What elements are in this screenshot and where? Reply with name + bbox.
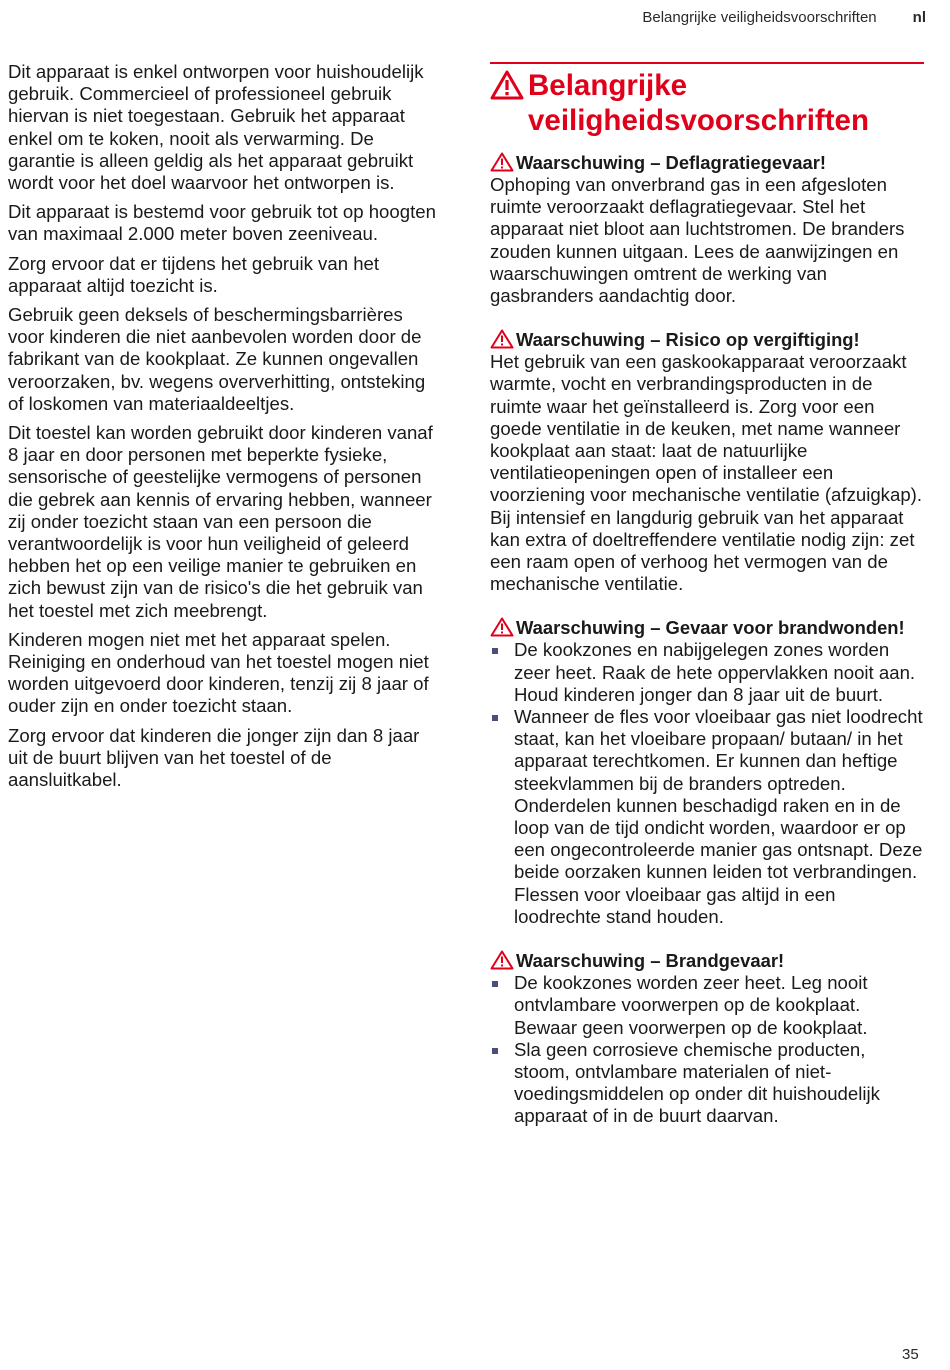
paragraph-altitude: Dit apparaat is bestemd voor gebruik tot op hoogten van maximaal 2.000 meter boven zeeniveau. xyxy=(8,201,436,245)
list-item xyxy=(490,639,924,706)
page-number: 35 xyxy=(902,1346,919,1363)
warning-bullet-list xyxy=(490,639,924,928)
warning-heading-text: Waarschuwing – Gevaar voor brandwonden! xyxy=(516,617,905,639)
paragraph-children-play: Kinderen mogen niet met het apparaat spelen. Reiniging en onderhoud van het toestel mogen niet worden uitgevoerd door kinderen, tenzij zij 8 jaar of ouder zijn en onder toezicht staan. xyxy=(8,628,429,717)
warning-fire xyxy=(490,950,924,1127)
warning-body: Het gebruik van een gaskookapparaat veroorzaakt warmte, vocht en verbrandingsproducten in de ruimte waar het geïnstalleerd is. Zorg voor een goede ventilatie in de keuken, met name wanneer kookplaat aan staat: laat de natuurlijke ventilatieopeningen open of installeer een voorziening voor mechanische ventilatie (afzuigkap). Bij intensief en langdurig gebruik van het apparaat kan extra of doeltreffendere ventilatie nodig zijn: zet een raam open of verhoog het vermogen van de mechanische ventilatie. xyxy=(490,351,923,595)
paragraph-supervision: Zorg ervoor dat er tijdens het gebruik van het apparaat altijd toezicht is. xyxy=(8,252,380,296)
warning-burns xyxy=(490,617,924,928)
bullet-square-icon xyxy=(492,648,498,654)
paragraph-children-distance: Zorg ervoor dat kinderen die jonger zijn dan 8 jaar uit de buurt blijven van het toestel of de aansluitkabel. xyxy=(8,724,420,791)
list-item-text: Wanneer de fles voor vloeibaar gas niet loodrecht staat, kan het vloeibare propaan/ butaan/ in het apparaat terechtkomen. Er kunnen dan heftige steekvlammen bij de branders optreden. Onderdelen kunnen beschadigd raken en in de loop van de tijd ondicht worden, waardoor er op een ongecontroleerde manier gas ontsnapt. Deze beide oorzaken kunnen leiden tot verbrandingen. Flessen voor vloeibaar gas altijd in een loodrechte stand houden. xyxy=(514,706,923,927)
list-item-text: De kookzones en nabijgelegen zones worden zeer heet. Raak de hete oppervlakken nooit aan. Houd kinderen jonger dan 8 jaar uit de buurt. xyxy=(514,639,916,705)
warning-triangle-icon xyxy=(490,617,514,637)
section-title: Belangrijke veiligheidsvoorschriften xyxy=(528,69,869,137)
running-header xyxy=(0,9,926,26)
warning-heading-text: Waarschuwing – Deflagratiegevaar! xyxy=(516,152,827,173)
warning-triangle-icon xyxy=(490,950,514,970)
header-section-title: Belangrijke veiligheidsvoorschriften xyxy=(642,9,877,26)
warning-heading-text: Waarschuwing – Brandgevaar! xyxy=(516,950,785,972)
list-item-text: Sla geen corrosieve chemische producten, stoom, ontvlambare materialen of niet-voedingsmiddelen op onder dit huishoudelijk apparaat of in de buurt daarvan. xyxy=(514,1038,880,1127)
paragraph-children-and-persons: Dit toestel kan worden gebruikt door kinderen vanaf 8 jaar en door personen met beperkte fysieke, sensorische of geestelijke vermogens of personen die gebrek aan kennis of ervaring hebben, wanneer zij onder toezicht staan van een persoon die verantwoordelijk is voor hun veiligheid of geleerd hebben het op een veilige manier te gebruiken en zich bewust zijn van de risico's die het gebruik van het toestel met zich meebrengt. xyxy=(8,422,433,621)
warning-heading xyxy=(490,152,924,174)
list-item xyxy=(490,1039,924,1128)
bullet-square-icon xyxy=(492,715,498,721)
warning-body: Ophoping van onverbrand gas in een afgesloten ruimte veroorzaakt deflagratiegevaar. Stel het apparaat niet bloot aan luchtstromen. De branders zouden kunnen uitgaan. Lees de aanwijzingen en waarschuwingen omtrent de werking van gasbranders aandachtig door. xyxy=(490,174,905,307)
right-column xyxy=(490,62,924,1150)
warning-bullet-list xyxy=(490,972,924,1127)
list-item xyxy=(490,706,924,928)
warning-heading xyxy=(490,329,924,351)
list-item-text: De kookzones worden zeer heet. Leg nooit ontvlambare voorwerpen op de kookplaat. Bewaar geen voorwerpen op de kookplaat. xyxy=(514,972,868,1038)
header-language-code: nl xyxy=(912,9,926,26)
paragraph-child-barriers: Gebruik geen deksels of beschermingsbarrières voor kinderen die niet aanbevolen worden door de fabrikant van de kookplaat. Ze kunnen ongevallen veroorzaken, bv. wegens oververhitting, ontsteking of loskomen van materiaaldeeltjes. xyxy=(8,304,426,414)
bullet-square-icon xyxy=(492,1048,498,1054)
warning-triangle-icon xyxy=(490,329,514,349)
warning-heading-text: Waarschuwing – Risico op vergiftiging! xyxy=(516,329,860,351)
paragraph-household-use: Dit apparaat is enkel ontworpen voor huishoudelijk gebruik. Commercieel of professioneel gebruik hiervan is niet toegestaan. Gebruik het apparaat enkel om te koken, nooit als verwarming. De garantie is alleen geldig als het apparaat gebruikt wordt voor het doel waarvoor het ontworpen is. xyxy=(8,61,424,194)
warning-triangle-icon xyxy=(490,152,514,172)
bullet-square-icon xyxy=(492,981,498,987)
left-column xyxy=(8,61,444,798)
list-item xyxy=(490,972,924,1039)
warning-poisoning xyxy=(490,329,924,595)
warning-triangle-icon xyxy=(490,70,524,100)
warning-heading xyxy=(490,617,924,639)
warning-heading xyxy=(490,950,924,972)
section-heading xyxy=(490,62,924,138)
warning-deflagration xyxy=(490,152,924,307)
